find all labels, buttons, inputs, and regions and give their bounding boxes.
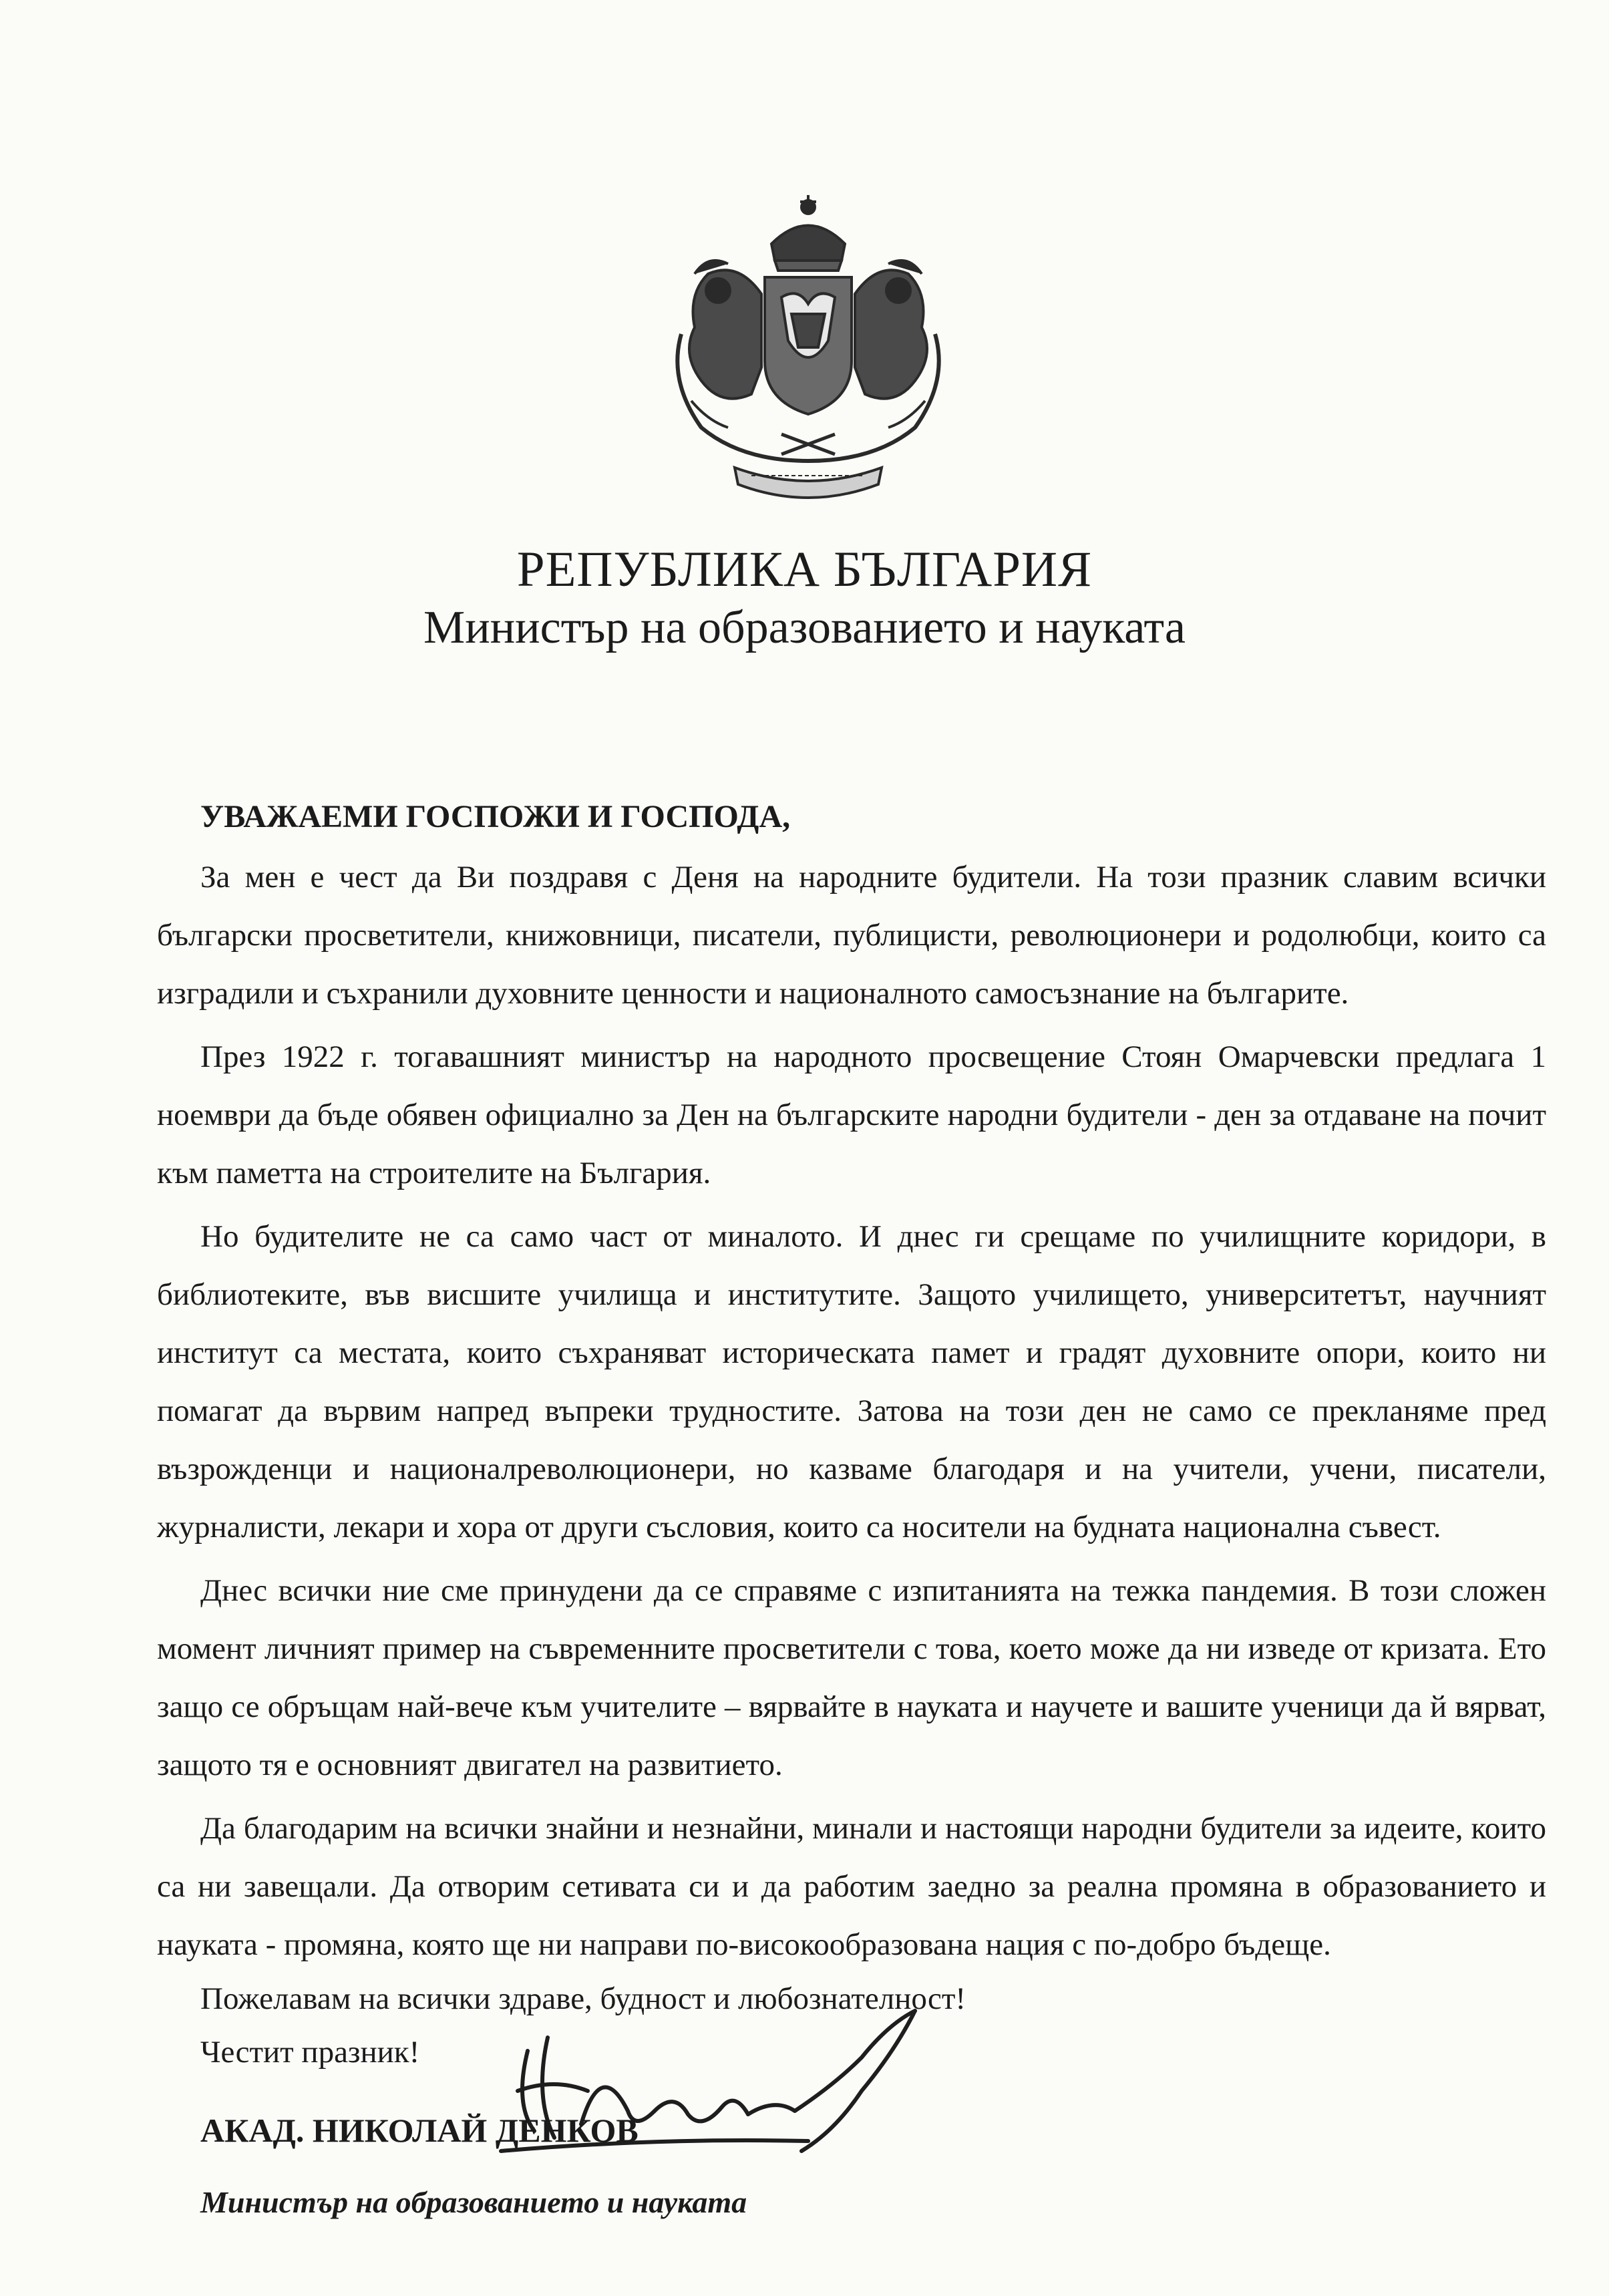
- salutation: УВАЖАЕМИ ГОСПОЖИ И ГОСПОДА,: [200, 799, 791, 834]
- paragraph-5: Да благодарим на всички знайни и незнайни, минали и настоящи народни будители за идеите, които са ни завещали. Да отворим сетивата си и да работим заедно за реална промяна в образованието и науката - промяна, която ще ни направи по-високообразована нация с по-добро бъдеще.: [157, 1811, 1546, 1962]
- signer-name: АКАД. НИКОЛАЙ ДЕНКОВ: [200, 2112, 639, 2149]
- coat-of-arms-icon: [628, 180, 989, 528]
- holiday-greeting: Честит празник!: [200, 2035, 420, 2070]
- letter-body: [157, 848, 1546, 1979]
- signer-title: Министър на образованието и науката: [200, 2185, 747, 2219]
- paragraph-2: През 1922 г. тогавашният министър на народното просвещение Стоян Омарчевски предлага 1 ноември да бъде обявен официално за Ден на българските народни будители - ден за отдаване на почит към паметта на строителите на България.: [157, 1039, 1546, 1190]
- letterhead-ministry: Министър на образованието и науката: [423, 602, 1186, 653]
- paragraph-4: Днес всички ние сме принудени да се справяме с изпитанията на тежка пандемия. В този сложен момент личният пример на съвременните просветители с това, което може да ни изведе от кризата. Ето защо се обръщам най-вече към учителите – вярвайте в науката и научете и вашите ученици да й вярват, защото тя е основният двигател на развитието.: [157, 1573, 1546, 1782]
- paragraph-1: За мен е чест да Ви поздравя с Деня на народните будители. На този празник славим всички български просветители, книжовници, писатели, публицисти, революционери и родолюбци, които са изградили и съхранили духовните ценности и националното самосъзнание на българите.: [157, 860, 1546, 1011]
- paragraph-3: Но будителите не са само част от миналото. И днес ги срещаме по училищните коридори, в библиотеките, във висшите училища и институтите. Защото училището, университетът, научният институт са местата, които съхраняват историческата памет и градят духовните опори, които ни помагат да вървим напред въпреки трудностите. Затова на този ден не само се прекланяме пред възрожденци и националреволюционери, но казваме благодаря и на учители, учени, писатели, журналисти, лекари и хора от други съсловия, които са носители на будната национална съвест.: [157, 1219, 1546, 1544]
- closing-wish: Пожелавам на всички здраве, будност и любознателност!: [200, 1981, 966, 2016]
- letterhead-country: РЕПУБЛИКА БЪЛГАРИЯ: [516, 542, 1093, 597]
